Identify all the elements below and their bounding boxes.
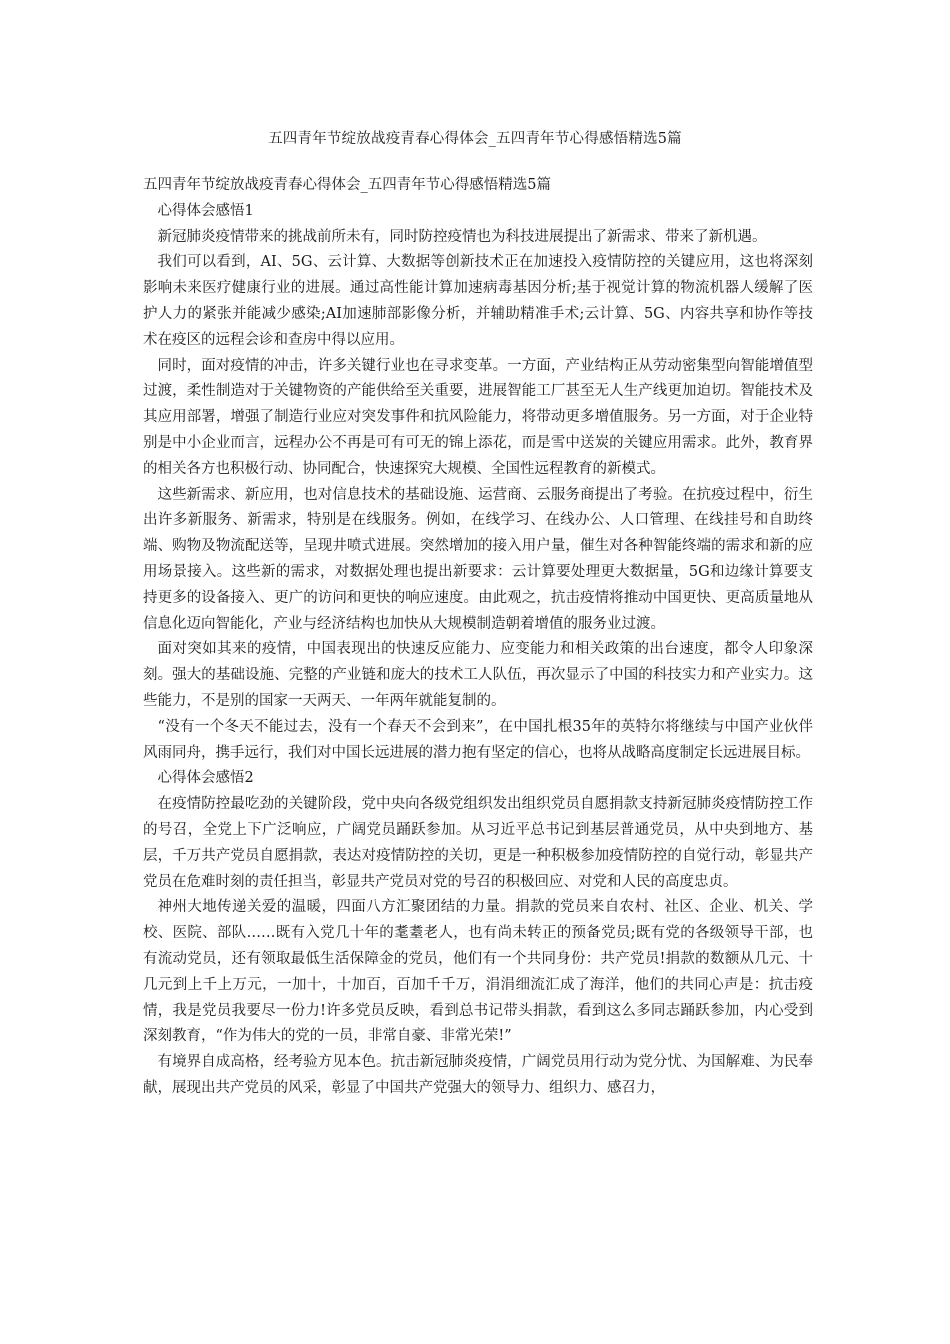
paragraph: 有境界自成高格，经考验方见本色。抗击新冠肺炎疫情，广阔党员用行动为党分忧、为国解难、为民奉献，展现出共产党员的风采，彰显了中国共产党强大的领导力、组织力、感召力， — [143, 1054, 813, 1096]
paragraph: 这些新需求、新应用，也对信息技术的基础设施、运营商、云服务商提出了考验。在抗疫过程中，衍生出许多新服务、新需求，特别是在线服务。例如，在线学习、在线办公、人口管理、在线挂号和自助终端、购物及物流配送等，呈现井喷式进展。突然增加的接入用户量，催生对各种智能终端的需求和新的应用场景接入。这些新的需求，对数据处理也提出新要求：云计算要处理更大数据量，5G和边缘计算要支持更多的设备接入、更广的访问和更快的响应速度。由此观之，抗击疫情将推动中国更快、更高质量地从信息化迈向智能化，产业与经济结构也加快从大规模制造朝着增值的服务业过渡。 — [143, 486, 813, 632]
paragraph: 新冠肺炎疫情带来的挑战前所未有，同时防控疫情也为科技进展提出了新需求、带来了新机遇。 — [157, 228, 767, 245]
page-title: 五四青年节绽放战疫青春心得体会_五四青年节心得感悟精选5篇 — [268, 131, 682, 147]
document-title: 五四青年节绽放战疫青春心得体会_五四青年节心得感悟精选5篇 — [143, 177, 551, 193]
paragraph: 面对突如其来的疫情，中国表现出的快速反应能力、应变能力和相关政策的出台速度，都令人印象深刻。强大的基础设施、完整的产业链和庞大的技术工人队伍，再次显示了中国的科技实力和产业实力。这些能力，不是别的国家一天两天、一年两年就能复制的。 — [143, 641, 813, 709]
paragraph: 我们可以看到，AI、5G、云计算、大数据等创新技术正在加速投入疫情防控的关键应用，这也将深刻影响未来医疗健康行业的进展。通过高性能计算加速病毒基因分析;基于视觉计算的物流机器人缓解了医护人力的紧张并能减少感染;AI加速肺部影像分析，并辅助精准手术;云计算、5G、内容共享和协作等技术在疫区的远程会诊和查房中得以应用。 — [143, 254, 813, 348]
paragraph: “没有一个冬天不能过去，没有一个春天不会到来”，在中国扎根35年的英特尔将继续与中国产业伙伴风雨同舟，携手远行，我们对中国长远进展的潜力抱有坚定的信心，也将从战略高度制定长远进展目标。 — [143, 718, 813, 761]
paragraph: 同时，面对疫情的冲击，许多关键行业也在寻求变革。一方面，产业结构正从劳动密集型向智能增值型过渡，柔性制造对于关键物资的产能供给至关重要，进展智能工厂甚至无人生产线更加迫切。智能技术及其应用部署，增强了制造行业应对突发事件和抗风险能力，将带动更多增值服务。另一方面，对于企业特别是中小企业而言，远程办公不再是可有可无的锦上添花，而是雪中送炭的关键应用需求。此外，教育界的相关各方也积极行动、协同配合，快速探究大规模、全国性远程教育的新模式。 — [143, 357, 813, 477]
paragraph: 在疫情防控最吃劲的关键阶段，党中央向各级党组织发出组织党员自愿捐款支持新冠肺炎疫情防控工作的号召，全党上下广泛响应，广阔党员踊跃参加。从习近平总书记到基层普通党员，从中央到地方、基层，千万共产党员自愿捐款，表达对疫情防控的关切，更是一种积极参加疫情防控的自觉行动，彰显共产党员在危难时刻的责任担当，彰显共产党员对党的号召的积极回应、对党和人民的高度忠贞。 — [143, 796, 813, 890]
paragraph: 神州大地传递关爱的温暖，四面八方汇聚团结的力量。捐款的党员来自农村、社区、企业、机关、学校、医院、部队……既有入党几十年的耄耋老人，也有尚未转正的预备党员;既有党的各级领导干部，也有流动党员，还有领取最低生活保障金的党员，他们有一个共同身份：共产党员!捐款的数额从几元、十几元到上千上万元，一加十，十加百，百加千千万，涓涓细流汇成了海洋，他们的共同心声是：抗击疫情，我是党员我要尽一份力!许多党员反映，看到总书记带头捐款，看到这么多同志踊跃参加，内心受到深刻教育，“作为伟大的党的一员，非常自豪、非常光荣!” — [143, 899, 813, 1045]
document-body — [143, 173, 813, 1102]
section-heading-2: 心得体会感悟2 — [157, 770, 254, 787]
section-heading-1: 心得体会感悟1 — [157, 202, 254, 219]
